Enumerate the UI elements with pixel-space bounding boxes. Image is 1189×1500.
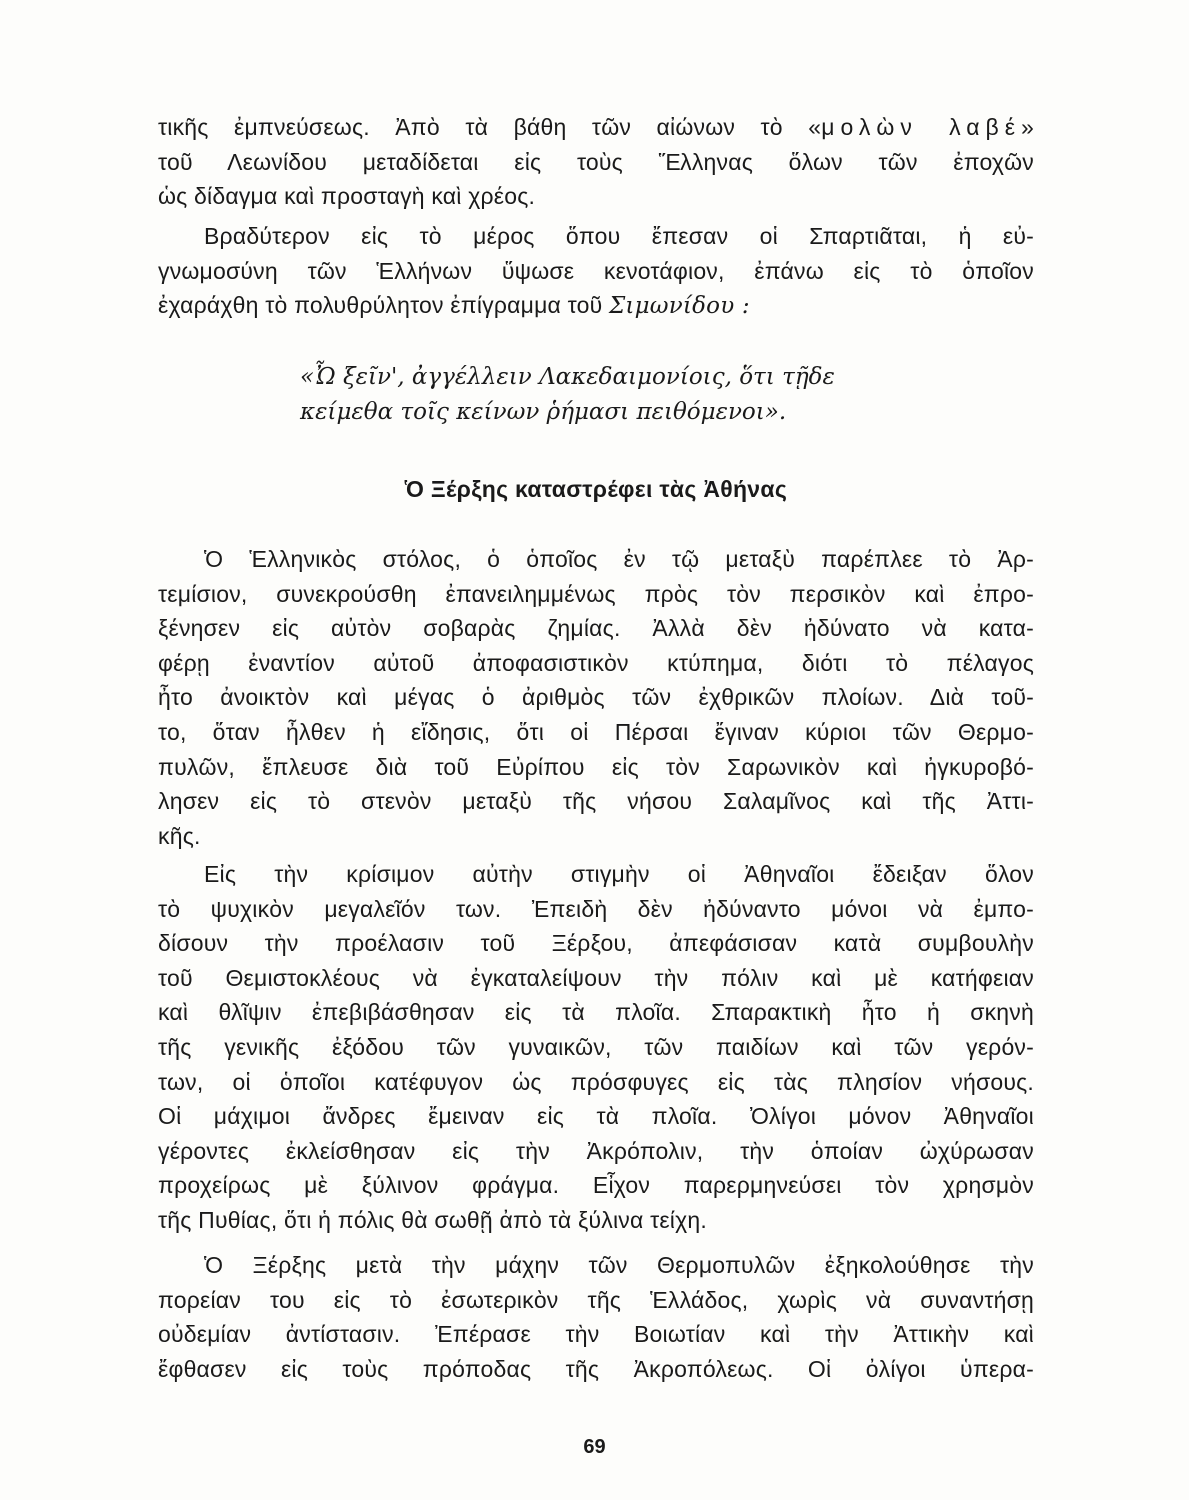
text-line: γέροντες ἐκλείσθησαν εἰς τὴν Ἀκρόπολιν, τὴν ὁποίαν ὠχύρωσαν xyxy=(158,1137,1034,1164)
text-line: τοῦ Λεωνίδου μεταδίδεται εἰς τοὺς Ἕλληνας ὅλων τῶν ἐποχῶν xyxy=(158,148,1034,175)
text-line: ἦτο ἀνοικτὸν καὶ μέγας ὁ ἀριθμὸς τῶν ἐχθρικῶν πλοίων. Διὰ τοῦ- xyxy=(158,684,1034,711)
text-line: τῆς Πυθίας, ὅτι ἡ πόλις θὰ σωθῇ ἀπὸ τὰ ξύλινα τείχη. xyxy=(158,1206,707,1233)
xerxes-paragraph xyxy=(158,1248,1034,1386)
text-line: ὡς δίδαγμα καὶ προσταγὴ καὶ χρέος. xyxy=(158,183,536,210)
text-line: Βραδύτερον εἰς τὸ μέρος ὅπου ἔπεσαν οἱ Σπαρτιᾶται, ἡ εὐ- xyxy=(204,223,1034,249)
molon-labe-quote: μολὼν λαβέ xyxy=(821,114,1022,140)
epigram-line-2: κείμεθα τοῖς κείνων ῥήμασι πειθόμενοι». xyxy=(300,398,787,425)
text-line: τῆς γενικῆς ἐξόδου τῶν γυναικῶν, τῶν παιδίων καὶ τῶν γερόν- xyxy=(158,1033,1034,1060)
text-line: τεμίσιον, συνεκρούσθη ἐπανειλημμένως πρὸς τὸν περσικὸν καὶ ἐπρο- xyxy=(158,580,1034,607)
text-line: γνωμοσύνη τῶν Ἑλλήνων ὕψωσε κενοτάφιον, ἐπάνω εἰς τὸ ὁποῖον xyxy=(158,257,1034,284)
text-line: τοῦ Θεμιστοκλέους νὰ ἐγκαταλείψουν τὴν πόλιν καὶ μὲ κατήφειαν xyxy=(158,964,1034,991)
text-line: το, ὅταν ἦλθεν ἡ εἴδησις, ὅτι οἱ Πέρσαι ἔγιναν κύριοι τῶν Θερμο- xyxy=(158,718,1034,745)
text-line: Ὁ Ἑλληνικὸς στόλος, ὁ ὁποῖος ἐν τῷ μεταξὺ παρέπλεε τὸ Ἀρ- xyxy=(204,546,1034,572)
text-line: λησεν εἰς τὸ στενὸν μεταξὺ τῆς νήσου Σαλαμῖνος καὶ τῆς Ἀττι- xyxy=(158,788,1034,815)
text-line: κῆς. xyxy=(158,822,201,849)
author-name: Σιμωνίδου : xyxy=(608,293,750,320)
text-line: ξένησεν εἰς αὐτὸν σοβαρὰς ζημίας. Ἀλλὰ δὲν ἠδύνατο νὰ κατα- xyxy=(158,615,1034,642)
text-line: δίσουν τὴν προέλασιν τοῦ Ξέρξου, ἀπεφάσισαν κατὰ συμβουλὴν xyxy=(158,930,1034,957)
athenians-paragraph xyxy=(158,857,1034,1238)
intro-paragraph xyxy=(158,110,1034,214)
text-line: των, οἱ ὁποῖοι κατέφυγον ὡς πρόσφυγες εἰς τὰς πλησίον νήσους. xyxy=(158,1068,1034,1095)
text-line: ἔφθασεν εἰς τοὺς πρόποδας τῆς Ἀκροπόλεως. Οἱ ὀλίγοι ὑπερα- xyxy=(158,1355,1034,1382)
fleet-paragraph xyxy=(158,542,1034,853)
section-heading: Ὁ Ξέρξης καταστρέφει τὰς Ἀθήνας xyxy=(404,476,788,502)
epigram-line-1: «Ὦ ξεῖν', ἀγγέλλειν Λακεδαιμονίοις, ὅτι τῇδε xyxy=(300,364,835,390)
simonides-paragraph xyxy=(158,219,1034,324)
text-line: Οἱ μάχιμοι ἄνδρες ἔμειναν εἰς τὰ πλοῖα. Ὀλίγοι μόνον Ἀθηναῖοι xyxy=(158,1103,1034,1130)
text-line: Εἰς τὴν κρίσιμον αὐτὴν στιγμὴν οἱ Ἀθηναῖοι ἔδειξαν ὅλον xyxy=(204,861,1034,887)
text-line: προχείρως μὲ ξύλινον φράγμα. Εἶχον παρερμηνεύσει τὸν χρησμὸν xyxy=(158,1172,1034,1199)
text-line: καὶ θλῖψιν ἐπεβιβάσθησαν εἰς τὰ πλοῖα. Σπαρακτικὴ ἦτο ἡ σκηνὴ xyxy=(158,999,1034,1026)
text-line: τικῆς ἐμπνεύσεως. Ἀπὸ τὰ βάθη τῶν αἰώνων τὸ «μολὼν λαβέ» xyxy=(158,114,1035,140)
page-number: 69 xyxy=(583,1436,606,1458)
text-line: πορείαν του εἰς τὸ ἐσωτερικὸν τῆς Ἑλλάδος, χωρὶς νὰ συναντήσῃ xyxy=(158,1286,1034,1313)
text-line: πυλῶν, ἔπλευσε διὰ τοῦ Εὐρίπου εἰς τὸν Σαρωνικὸν καὶ ἠγκυροβό- xyxy=(158,753,1034,780)
text-line: Ὁ Ξέρξης μετὰ τὴν μάχην τῶν Θερμοπυλῶν ἐξηκολούθησε τὴν xyxy=(204,1252,1034,1278)
text-line: ἐχαράχθη τὸ πολυθρύλητον ἐπίγραμμα τοῦ Σιμωνίδου : xyxy=(158,292,750,320)
text-line: τὸ ψυχικὸν μεγαλεῖόν των. Ἐπειδὴ δὲν ἠδύναντο μόνοι νὰ ἐμπο- xyxy=(158,895,1034,922)
text-line: οὐδεμίαν ἀντίστασιν. Ἐπέρασε τὴν Βοιωτίαν καὶ τὴν Ἀττικὴν καὶ xyxy=(158,1321,1034,1348)
text-line: φέρῃ ἐναντίον αὐτοῦ ἀποφασιστικὸν κτύπημα, διότι τὸ πέλαγος xyxy=(158,649,1034,676)
epigram xyxy=(300,360,860,429)
